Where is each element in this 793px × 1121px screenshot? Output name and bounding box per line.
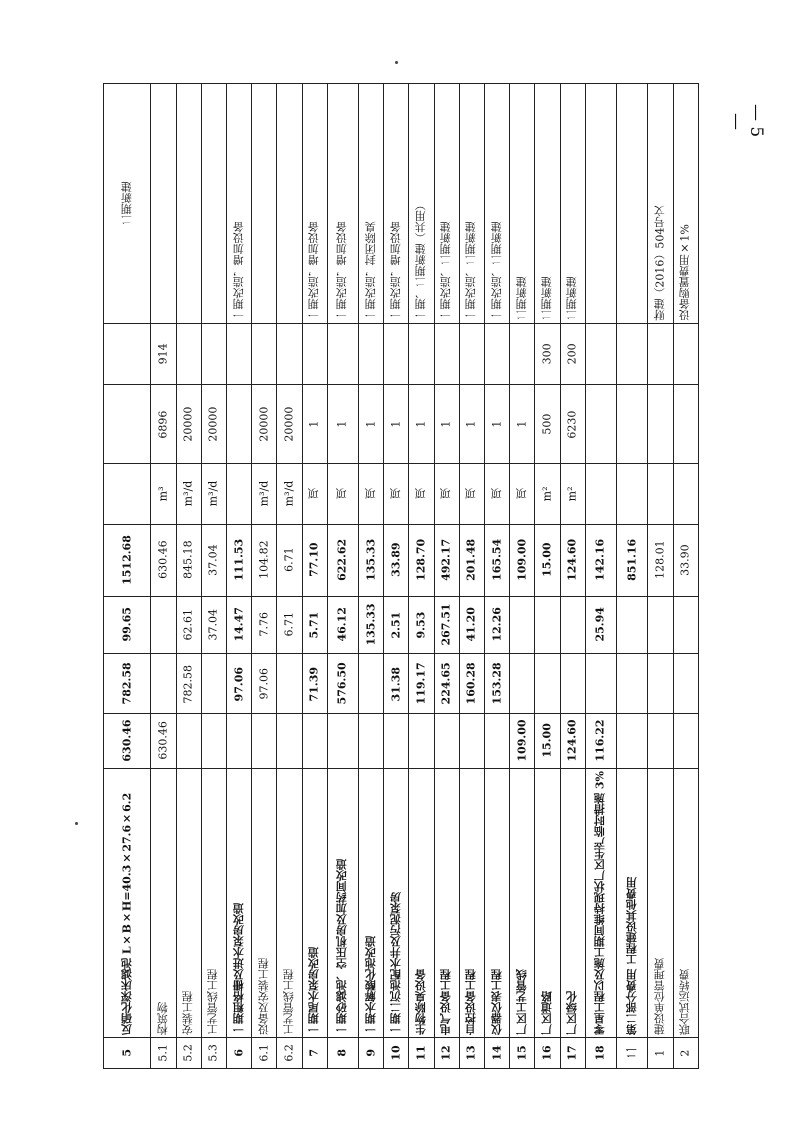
- cell-unit: [648, 463, 673, 524]
- cell-qty: 1: [359, 385, 384, 464]
- cell-no: 5: [104, 1038, 151, 1069]
- cell-qty: 1: [327, 385, 358, 464]
- cell-note: [201, 84, 226, 324]
- cell-c3: [648, 596, 673, 654]
- cell-c1: [176, 713, 201, 769]
- cell-qty: 1: [409, 385, 434, 464]
- cell-c1: 109.00: [510, 713, 535, 769]
- cell-price: [384, 323, 409, 384]
- cell-total: 630.46: [151, 524, 176, 596]
- cell-total: 201.48: [459, 524, 484, 596]
- cell-unit: [673, 463, 698, 524]
- cell-note: 一期、二期新建（共用）: [409, 84, 434, 324]
- cell-unit: m³/d: [252, 463, 277, 524]
- table-row: [104, 323, 699, 384]
- cell-total: 1512.68: [104, 524, 151, 596]
- cell-note: [585, 84, 616, 324]
- cell-note: 二期新建: [104, 84, 151, 324]
- cell-unit: [617, 463, 648, 524]
- cell-c1: [302, 713, 327, 769]
- cell-qty: 20000: [176, 385, 201, 464]
- cell-total: 128.70: [409, 524, 434, 596]
- cell-name: 厂区道路: [535, 769, 560, 1038]
- cell-total: 492.17: [434, 524, 459, 596]
- cell-c2: 224.65: [434, 654, 459, 713]
- cell-total: 851.16: [617, 524, 648, 596]
- cell-name: 联合试运转费: [673, 769, 698, 1038]
- cell-c3: 46.12: [327, 596, 358, 654]
- speck-mark: [395, 61, 398, 64]
- cell-unit: [585, 463, 616, 524]
- cell-no: 14: [485, 1038, 510, 1069]
- cell-unit: 项: [409, 463, 434, 524]
- cell-c2: [648, 654, 673, 713]
- cell-c3: 135.33: [359, 596, 384, 654]
- cell-c3: 62.61: [176, 596, 201, 654]
- cell-total: 135.33: [359, 524, 384, 596]
- cell-note: [176, 84, 201, 324]
- cell-no: 9: [359, 1038, 384, 1069]
- cell-qty: 20000: [201, 385, 226, 464]
- cell-price: [585, 323, 616, 384]
- cell-qty: 1: [384, 385, 409, 464]
- cell-unit: 项: [302, 463, 327, 524]
- cost-estimate-table: [103, 83, 699, 1069]
- cell-price: 300: [535, 323, 560, 384]
- cell-c1: [459, 713, 484, 769]
- cell-note: [617, 84, 648, 324]
- cell-qty: [104, 385, 151, 464]
- cell-no: 2: [673, 1038, 698, 1069]
- cell-c2: [510, 654, 535, 713]
- cell-price: [459, 323, 484, 384]
- cell-name: 仪器仪表工程: [485, 769, 510, 1038]
- cell-total: 33.89: [384, 524, 409, 596]
- cell-qty: 6230: [560, 385, 585, 464]
- cell-price: [201, 323, 226, 384]
- cell-unit: 项: [327, 463, 358, 524]
- cell-unit: [104, 463, 151, 524]
- cell-c3: 14.47: [227, 596, 252, 654]
- cell-note: 一期改造、二期新建: [459, 84, 484, 324]
- cell-no: 12: [434, 1038, 459, 1069]
- page-number: — 5 —: [726, 104, 766, 138]
- cell-name: 建设单位管理费: [648, 769, 673, 1038]
- cell-name: 安装工程: [176, 769, 201, 1038]
- cell-name: 一期粗格栅及进水泵房改造: [227, 769, 252, 1038]
- cell-unit: m³: [151, 463, 176, 524]
- cell-c1: [252, 713, 277, 769]
- cell-note: 二期新建: [510, 84, 535, 324]
- cell-name: 一期二沉池配水井及污泥泵房: [384, 769, 409, 1038]
- cell-c2: 153.28: [485, 654, 510, 713]
- cell-qty: [617, 385, 648, 464]
- cell-c2: 97.06: [227, 654, 252, 713]
- cell-total: 622.62: [327, 524, 358, 596]
- cell-no: 11: [409, 1038, 434, 1069]
- cell-qty: [585, 385, 616, 464]
- cell-c1: [673, 713, 698, 769]
- cell-c2: [359, 654, 384, 713]
- cell-total: 165.54: [485, 524, 510, 596]
- cell-no: 10: [384, 1038, 409, 1069]
- cell-qty: [673, 385, 698, 464]
- cell-no: 8: [327, 1038, 358, 1069]
- table-row: [104, 596, 699, 654]
- cell-c1: 124.60: [560, 713, 585, 769]
- cell-c3: [673, 596, 698, 654]
- table-row: [104, 1038, 699, 1069]
- cell-c2: 119.17: [409, 654, 434, 713]
- cell-c2: 160.28: [459, 654, 484, 713]
- cell-price: [510, 323, 535, 384]
- cell-unit: m³/d: [176, 463, 201, 524]
- cell-c2: [585, 654, 616, 713]
- cell-total: 6.71: [277, 524, 302, 596]
- cell-c1: 116.22: [585, 713, 616, 769]
- cell-no: 17: [560, 1038, 585, 1069]
- cell-no: 6: [227, 1038, 252, 1069]
- cell-note: 一期改造、二期新建: [434, 84, 459, 324]
- cell-c3: [617, 596, 648, 654]
- cell-price: [302, 323, 327, 384]
- cell-qty: 1: [485, 385, 510, 464]
- cell-qty: 1: [510, 385, 535, 464]
- cell-note: 设备购置费用×1%: [673, 84, 698, 324]
- cell-qty: 1: [459, 385, 484, 464]
- cell-c2: [277, 654, 302, 713]
- cell-qty: 6896: [151, 385, 176, 464]
- cell-price: [176, 323, 201, 384]
- cell-c3: 2.51: [384, 596, 409, 654]
- cell-c2: 71.39: [302, 654, 327, 713]
- table-row: [104, 654, 699, 713]
- cell-unit: 项: [459, 463, 484, 524]
- cell-c1: [359, 713, 384, 769]
- cell-price: [673, 323, 698, 384]
- cell-price: [648, 323, 673, 384]
- cell-name: 厂区工艺管线: [510, 769, 535, 1038]
- cell-price: [359, 323, 384, 384]
- cell-c3: [560, 596, 585, 654]
- cell-c2: 97.06: [252, 654, 277, 713]
- cell-unit: m³/d: [277, 463, 302, 524]
- cell-name: 零星工程以及施工期间维持现状厂区生产临时措施 3%: [585, 769, 616, 1038]
- cell-c2: [535, 654, 560, 713]
- cost-table-rotated: [103, 83, 698, 1062]
- cell-total: 111.53: [227, 524, 252, 596]
- cell-c1: [434, 713, 459, 769]
- cell-c3: 5.71: [302, 596, 327, 654]
- cell-name: 一期砂滤池、空压机房及加药间改造: [327, 769, 358, 1038]
- table-row: [104, 463, 699, 524]
- cell-price: [104, 323, 151, 384]
- cell-c2: [151, 654, 176, 713]
- cell-c2: 576.50: [327, 654, 358, 713]
- cell-price: [327, 323, 358, 384]
- speck-mark: [75, 822, 78, 825]
- cell-c2: [201, 654, 226, 713]
- cell-unit: 项: [485, 463, 510, 524]
- cell-total: 142.16: [585, 524, 616, 596]
- cell-no: 1: [648, 1038, 673, 1069]
- cell-price: 200: [560, 323, 585, 384]
- cell-c3: [510, 596, 535, 654]
- cell-total: 104.82: [252, 524, 277, 596]
- cell-c2: [560, 654, 585, 713]
- cell-note: 财建（2016）504号文: [648, 84, 673, 324]
- cell-c1: [327, 713, 358, 769]
- cell-name: 反硝化深床滤池 L×B×H=40.3×27.6×6.2: [104, 769, 151, 1038]
- cell-unit: 项: [384, 463, 409, 524]
- cell-note: 一期改造，增加设备: [327, 84, 358, 324]
- cell-c3: 25.94: [585, 596, 616, 654]
- cell-note: 二期新建: [560, 84, 585, 324]
- cell-note: 一期改造，增加设备: [227, 84, 252, 324]
- cell-no: 7: [302, 1038, 327, 1069]
- cell-c1: [384, 713, 409, 769]
- cell-unit: m²: [560, 463, 585, 524]
- table-row: [104, 84, 699, 324]
- cell-price: [227, 323, 252, 384]
- cell-c1: [201, 713, 226, 769]
- cell-note: 一期改造，增加设备: [384, 84, 409, 324]
- cell-c2: 782.58: [176, 654, 201, 713]
- cell-c1: [409, 713, 434, 769]
- cell-total: 124.60: [560, 524, 585, 596]
- cell-note: [277, 84, 302, 324]
- cell-name: 设备及安装工程: [252, 769, 277, 1038]
- cell-name: 一期水解酸化池改造: [359, 769, 384, 1038]
- cell-note: [252, 84, 277, 324]
- cell-c1: [617, 713, 648, 769]
- cell-name: 第二部分费用 工程建设其他费用: [617, 769, 648, 1038]
- table-row: [104, 524, 699, 596]
- cell-price: 914: [151, 323, 176, 384]
- cell-qty: [227, 385, 252, 464]
- cell-c2: 31.38: [384, 654, 409, 713]
- table-row: [104, 385, 699, 464]
- cell-c1: [485, 713, 510, 769]
- cell-c2: [617, 654, 648, 713]
- cell-price: [434, 323, 459, 384]
- cell-price: [409, 323, 434, 384]
- cell-c3: [151, 596, 176, 654]
- cell-total: 77.10: [302, 524, 327, 596]
- cell-unit: [227, 463, 252, 524]
- cell-total: 845.18: [176, 524, 201, 596]
- cell-c2: 782.58: [104, 654, 151, 713]
- cell-note: 二期新建: [535, 84, 560, 324]
- table-row: [104, 713, 699, 769]
- cell-price: [252, 323, 277, 384]
- cell-c3: 12.26: [485, 596, 510, 654]
- cell-no: 5.3: [201, 1038, 226, 1069]
- cell-qty: 1: [302, 385, 327, 464]
- cell-c2: [673, 654, 698, 713]
- cell-c1: 630.46: [104, 713, 151, 769]
- cell-c3: 99.65: [104, 596, 151, 654]
- cell-c1: [277, 713, 302, 769]
- cell-no: 16: [535, 1038, 560, 1069]
- cell-name: 工艺管线工程: [277, 769, 302, 1038]
- cell-name: 厂区绿化: [560, 769, 585, 1038]
- cell-total: 33.90: [673, 524, 698, 596]
- cell-c1: 15.00: [535, 713, 560, 769]
- cell-total: 109.00: [510, 524, 535, 596]
- cell-c1: 630.46: [151, 713, 176, 769]
- cell-no: 13: [459, 1038, 484, 1069]
- cell-name: 电气设备工程: [434, 769, 459, 1038]
- cell-price: [277, 323, 302, 384]
- cell-qty: [648, 385, 673, 464]
- cell-note: 一期改造，封闭除臭: [359, 84, 384, 324]
- cell-name: 自控设备工程: [459, 769, 484, 1038]
- cell-unit: m³/d: [201, 463, 226, 524]
- cell-c3: [535, 596, 560, 654]
- cell-no: 5.1: [151, 1038, 176, 1069]
- cell-c3: 7.76: [252, 596, 277, 654]
- cell-no: 5.2: [176, 1038, 201, 1069]
- cell-no: 二: [617, 1038, 648, 1069]
- cell-qty: 20000: [252, 385, 277, 464]
- cell-total: 15.00: [535, 524, 560, 596]
- cell-no: 18: [585, 1038, 616, 1069]
- cell-unit: m²: [535, 463, 560, 524]
- cell-total: 37.04: [201, 524, 226, 596]
- cell-unit: 项: [434, 463, 459, 524]
- cell-c3: 6.71: [277, 596, 302, 654]
- cell-unit: 项: [510, 463, 535, 524]
- cell-c3: 9.53: [409, 596, 434, 654]
- cell-name: 生物除臭设备: [409, 769, 434, 1038]
- cell-c3: 37.04: [201, 596, 226, 654]
- cell-no: 6.2: [277, 1038, 302, 1069]
- cell-note: 一期改造，增加设备: [302, 84, 327, 324]
- cell-qty: 20000: [277, 385, 302, 464]
- cell-c3: 267.51: [434, 596, 459, 654]
- cell-note: [151, 84, 176, 324]
- cell-c3: 41.20: [459, 596, 484, 654]
- cell-price: [617, 323, 648, 384]
- cell-price: [485, 323, 510, 384]
- cell-unit: 项: [359, 463, 384, 524]
- cell-name: 一期尾水泵房改造: [302, 769, 327, 1038]
- cell-c1: [648, 713, 673, 769]
- cell-qty: 1: [434, 385, 459, 464]
- cell-name: 工艺管线工程: [201, 769, 226, 1038]
- cell-note: 一期改造、二期新建: [485, 84, 510, 324]
- cell-no: 15: [510, 1038, 535, 1069]
- cell-no: 6.1: [252, 1038, 277, 1069]
- cell-total: 128.01: [648, 524, 673, 596]
- cell-qty: 500: [535, 385, 560, 464]
- cell-c1: [227, 713, 252, 769]
- cell-name: 构筑物: [151, 769, 176, 1038]
- table-row: [104, 769, 699, 1038]
